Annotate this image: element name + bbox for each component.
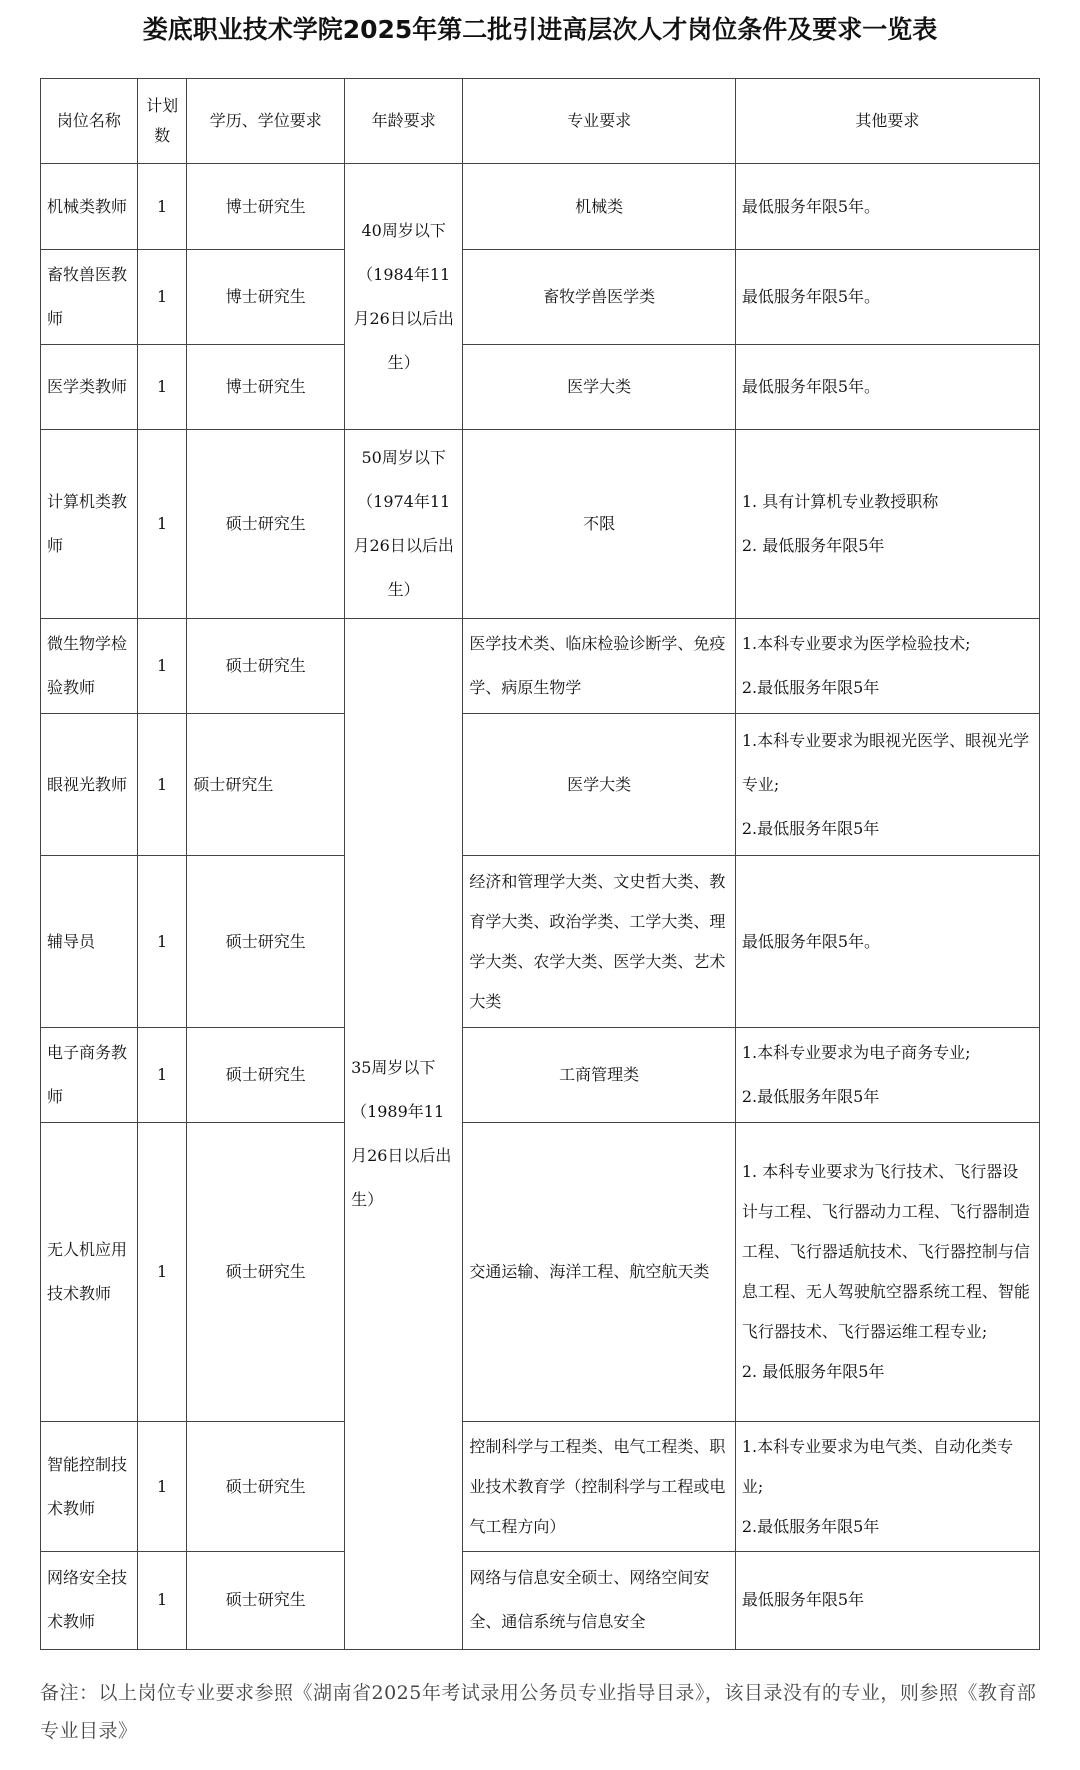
other-requirements: 最低服务年限5年: [735, 1551, 1039, 1649]
post-name: 眼视光教师: [41, 714, 138, 856]
table-row: [41, 249, 1040, 344]
header-age: 年龄要求: [345, 79, 463, 164]
plan-count: 1: [137, 1551, 187, 1649]
major: 医学技术类、临床检验诊断学、免疫学、病原生物学: [463, 619, 736, 714]
table-row: [41, 164, 1040, 249]
plan-count: 1: [137, 430, 187, 619]
plan-count: 1: [137, 344, 187, 429]
table-row: [41, 1123, 1040, 1422]
post-name: 畜牧兽医教师: [41, 249, 138, 344]
major: 经济和管理学大类、文史哲大类、教育学大类、政治学类、工学大类、理学大类、农学大类、医学大类、艺术大类: [463, 856, 736, 1028]
major: 控制科学与工程类、电气工程类、职业技术教育学（控制科学与工程或电气工程方向）: [463, 1422, 736, 1551]
other-requirements: 最低服务年限5年。: [735, 249, 1039, 344]
header-post: 岗位名称: [41, 79, 138, 164]
post-name: 无人机应用技术教师: [41, 1123, 138, 1422]
header-count: 计划数: [137, 79, 187, 164]
major: 不限: [463, 430, 736, 619]
post-name: 电子商务教师: [41, 1028, 138, 1123]
degree: 硕士研究生: [187, 1123, 345, 1422]
table-row: [41, 1551, 1040, 1649]
plan-count: 1: [137, 1123, 187, 1422]
major: 网络与信息安全硕士、网络空间安全、通信系统与信息安全: [463, 1551, 736, 1649]
degree: 博士研究生: [187, 164, 345, 249]
post-name: 微生物学检验教师: [41, 619, 138, 714]
other-requirements: 1.本科专业要求为电子商务专业; 2.最低服务年限5年: [735, 1028, 1039, 1123]
major: 机械类: [463, 164, 736, 249]
post-name: 医学类教师: [41, 344, 138, 429]
plan-count: 1: [137, 1422, 187, 1551]
other-requirements: 1.本科专业要求为电气类、自动化类专业; 2.最低服务年限5年: [735, 1422, 1039, 1551]
table-row: [41, 856, 1040, 1028]
post-name: 计算机类教师: [41, 430, 138, 619]
plan-count: 1: [137, 164, 187, 249]
major: 医学大类: [463, 344, 736, 429]
post-name: 网络安全技术教师: [41, 1551, 138, 1649]
post-name: 智能控制技术教师: [41, 1422, 138, 1551]
header-major: 专业要求: [463, 79, 736, 164]
plan-count: 1: [137, 1028, 187, 1123]
header-other: 其他要求: [735, 79, 1039, 164]
positions-table: [40, 78, 1040, 1650]
degree: 硕士研究生: [187, 1551, 345, 1649]
table-row: [41, 344, 1040, 429]
plan-count: 1: [137, 619, 187, 714]
table-row: [41, 430, 1040, 619]
footnote: 备注：以上岗位专业要求参照《湖南省2025年考试录用公务员专业指导目录》，该目录没有的专业，则参照《教育部专业目录》: [40, 1682, 1037, 1742]
post-name: 机械类教师: [41, 164, 138, 249]
age-requirement: 50周岁以下（1974年11月26日以后出生）: [345, 430, 463, 619]
table-row: [41, 619, 1040, 714]
plan-count: 1: [137, 714, 187, 856]
major: 畜牧学兽医学类: [463, 249, 736, 344]
page-title: 娄底职业技术学院2025年第二批引进高层次人才岗位条件及要求一览表: [142, 15, 938, 44]
degree: 硕士研究生: [187, 1422, 345, 1551]
degree: 博士研究生: [187, 344, 345, 429]
table-row: [41, 714, 1040, 856]
plan-count: 1: [137, 249, 187, 344]
header-degree: 学历、学位要求: [187, 79, 345, 164]
table-header-row: [41, 79, 1040, 164]
other-requirements: 1.本科专业要求为眼视光医学、眼视光学专业; 2.最低服务年限5年: [735, 714, 1039, 856]
age-requirement: 35周岁以下（1989年11月26日以后出生）: [345, 619, 463, 1650]
degree: 博士研究生: [187, 249, 345, 344]
degree: 硕士研究生: [187, 714, 345, 856]
other-requirements: 最低服务年限5年。: [735, 856, 1039, 1028]
plan-count: 1: [137, 856, 187, 1028]
major: 交通运输、海洋工程、航空航天类: [463, 1123, 736, 1422]
degree: 硕士研究生: [187, 856, 345, 1028]
degree: 硕士研究生: [187, 619, 345, 714]
other-requirements: 最低服务年限5年。: [735, 164, 1039, 249]
age-requirement: 40周岁以下（1984年11月26日以后出生）: [345, 164, 463, 430]
table-row: [41, 1028, 1040, 1123]
major: 医学大类: [463, 714, 736, 856]
degree: 硕士研究生: [187, 430, 345, 619]
other-requirements: 1. 本科专业要求为飞行技术、飞行器设计与工程、飞行器动力工程、飞行器制造工程、飞行器适航技术、飞行器控制与信息工程、无人驾驶航空器系统工程、智能飞行器技术、飞行器运维工程专业; 2. 最低服务年限5年: [735, 1123, 1039, 1422]
other-requirements: 1.本科专业要求为医学检验技术; 2.最低服务年限5年: [735, 619, 1039, 714]
table-row: [41, 1422, 1040, 1551]
other-requirements: 1. 具有计算机专业教授职称 2. 最低服务年限5年: [735, 430, 1039, 619]
other-requirements: 最低服务年限5年。: [735, 344, 1039, 429]
major: 工商管理类: [463, 1028, 736, 1123]
degree: 硕士研究生: [187, 1028, 345, 1123]
post-name: 辅导员: [41, 856, 138, 1028]
